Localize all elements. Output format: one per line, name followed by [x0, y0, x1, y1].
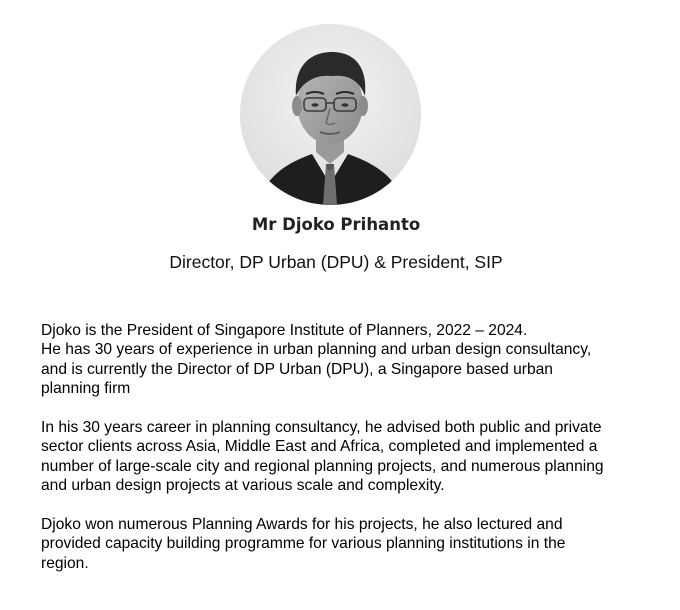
bio-line: sector clients across Asia, Middle East and Africa, completed and implemented a [41, 438, 598, 456]
bio-line: Djoko won numerous Planning Awards for his projects, he also lectured and [41, 516, 563, 534]
bio-line: Djoko is the President of Singapore Institute of Planners, 2022 – 2024. [41, 322, 528, 339]
bio-line: and urban design projects at various scale and complexity. [41, 477, 445, 495]
bio-line: planning firm [41, 380, 131, 398]
bio-paragraph-3 [41, 515, 671, 573]
bio-line: region. [41, 554, 89, 572]
biography [41, 321, 671, 573]
bio-line: He has 30 years of experience in urban planning and urban design consultancy, [41, 341, 592, 359]
bio-paragraph-2 [41, 418, 671, 496]
bio-line: and is currently the Director of DP Urban (DPU), a Singapore based urban [41, 360, 553, 378]
person-title: Director, DP Urban (DPU) & President, SIP [169, 252, 503, 272]
bio-paragraph-1 [41, 321, 671, 399]
profile-photo [240, 24, 421, 205]
person-name: Mr Djoko Prihanto [251, 215, 421, 234]
portrait-illustration [240, 24, 421, 205]
bio-line: number of large-scale city and regional planning projects, and numerous planning [41, 457, 604, 475]
bio-line: provided capacity building programme for various planning institutions in the [41, 535, 566, 553]
bio-line: In his 30 years career in planning consultancy, he advised both public and private [41, 419, 602, 437]
